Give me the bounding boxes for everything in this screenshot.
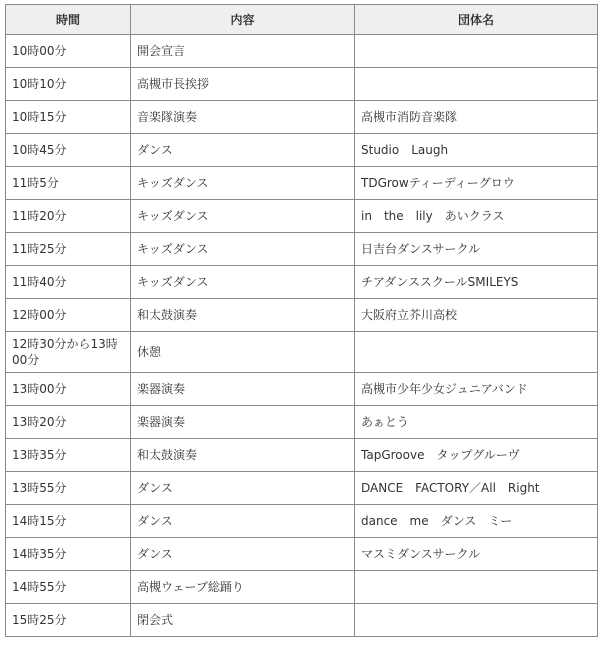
cell-group: TapGroove タップグルーヴ [355,439,598,472]
cell-content: ダンス [131,505,355,538]
cell-group: あぁとう [355,406,598,439]
cell-group [355,68,598,101]
table-row [6,505,598,538]
cell-group: Studio Laugh [355,134,598,167]
cell-group: 日吉台ダンスサークル [355,233,598,266]
table-row [6,439,598,472]
cell-group: 大阪府立芥川高校 [355,299,598,332]
header-group: 団体名 [355,5,598,35]
table-row [6,134,598,167]
table-row [6,266,598,299]
cell-time: 14時15分 [6,505,131,538]
cell-content: 休憩 [131,332,355,373]
cell-content: 楽器演奏 [131,406,355,439]
cell-content: 高槻ウェーブ総踊り [131,571,355,604]
cell-time: 12時30分から13時00分 [6,332,131,373]
cell-time: 13時00分 [6,373,131,406]
cell-content: ダンス [131,134,355,167]
table-row [6,35,598,68]
schedule-table [5,4,598,637]
cell-group [355,571,598,604]
cell-content: ダンス [131,472,355,505]
table-row [6,571,598,604]
cell-group: 高槻市少年少女ジュニアバンド [355,373,598,406]
cell-group: TDGrowティーディーグロウ [355,167,598,200]
cell-content: 開会宣言 [131,35,355,68]
cell-group [355,332,598,373]
table-row [6,68,598,101]
cell-group [355,35,598,68]
header-time: 時間 [6,5,131,35]
cell-time: 14時55分 [6,571,131,604]
cell-content: キッズダンス [131,167,355,200]
table-row [6,604,598,637]
cell-time: 12時00分 [6,299,131,332]
cell-group: in the lily あいクラス [355,200,598,233]
cell-group [355,604,598,637]
cell-content: ダンス [131,538,355,571]
cell-content: 高槻市長挨拶 [131,68,355,101]
cell-content: 和太鼓演奏 [131,299,355,332]
table-row [6,299,598,332]
cell-content: キッズダンス [131,200,355,233]
cell-time: 10時10分 [6,68,131,101]
table-row [6,472,598,505]
header-content: 内容 [131,5,355,35]
table-row [6,167,598,200]
cell-content: 楽器演奏 [131,373,355,406]
cell-content: 音楽隊演奏 [131,101,355,134]
cell-group: チアダンススクールSMILEYS [355,266,598,299]
cell-time: 13時20分 [6,406,131,439]
cell-time: 13時55分 [6,472,131,505]
cell-group: dance me ダンス ミー [355,505,598,538]
table-header-row [6,5,598,35]
table-row [6,233,598,266]
table-row [6,538,598,571]
cell-group: マスミダンスサークル [355,538,598,571]
cell-content: キッズダンス [131,266,355,299]
cell-content: 閉会式 [131,604,355,637]
cell-time: 11時20分 [6,200,131,233]
cell-time: 10時45分 [6,134,131,167]
cell-time: 14時35分 [6,538,131,571]
cell-time: 11時25分 [6,233,131,266]
cell-group: DANCE FACTORY／All Right [355,472,598,505]
cell-content: 和太鼓演奏 [131,439,355,472]
table-row [6,101,598,134]
cell-time: 10時15分 [6,101,131,134]
cell-time: 13時35分 [6,439,131,472]
cell-content: キッズダンス [131,233,355,266]
table-row [6,406,598,439]
cell-time: 11時40分 [6,266,131,299]
cell-time: 10時00分 [6,35,131,68]
cell-group: 高槻市消防音楽隊 [355,101,598,134]
table-row [6,332,598,373]
cell-time: 15時25分 [6,604,131,637]
cell-time: 11時5分 [6,167,131,200]
table-row [6,373,598,406]
table-row [6,200,598,233]
